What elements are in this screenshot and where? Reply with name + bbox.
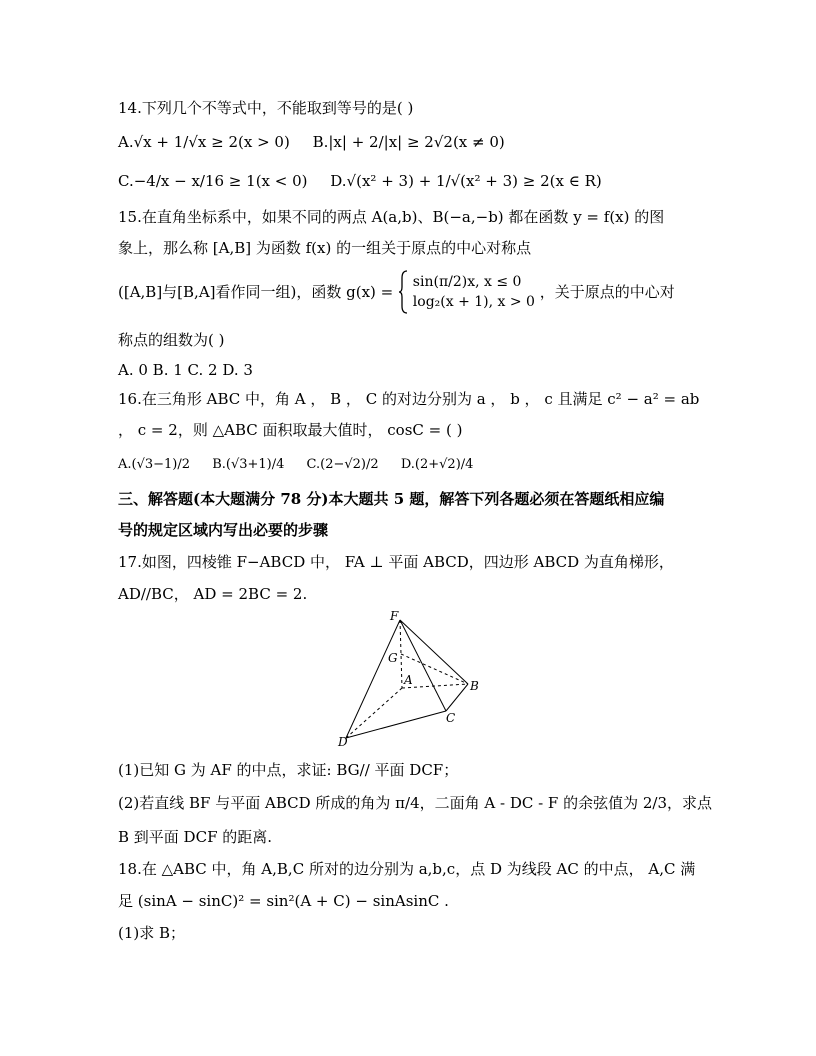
- section3-heading-line2: 号的规定区域内写出必要的步骤: [118, 521, 329, 539]
- piecewise-case-2: log₂(x + 1), x > 0: [412, 294, 535, 310]
- q17-part1: (1)已知 G 为 AF 的中点，求证: BG// 平面 DCF；: [118, 761, 459, 779]
- q15-line2: 象上，那么称 [A,B] 为函数 f(x) 的一组关于原点的中心对称点: [118, 239, 532, 257]
- q16-line2: ， c = 2，则 △ABC 面积取最大值时， cosC = ( ): [118, 421, 463, 439]
- q16-options: [118, 455, 491, 475]
- label-f: F: [390, 609, 399, 623]
- label-c: C: [446, 711, 456, 725]
- q17-part2-line2: B 到平面 DCF 的距离.: [118, 828, 273, 846]
- q14-option-d: D.√(x² + 3) + 1/√(x² + 3) ≥ 2(x ∈ R): [330, 172, 602, 190]
- left-brace-icon: [398, 270, 408, 314]
- q15-line1: 15.在直角坐标系中，如果不同的两点 A(a,b)、B(−a,−b) 都在函数 y = f(x) 的图: [118, 208, 665, 226]
- q18-line2: 足 (sinA − sinC)² = sin²(A + C) − sinAsinC .: [118, 892, 449, 910]
- q17-line2: AD//BC， AD = 2BC = 2.: [118, 585, 308, 603]
- q14-stem: 14.下列几个不等式中，不能取到等号的是( ): [118, 99, 414, 117]
- label-b: B: [470, 679, 479, 693]
- q15-line4: 称点的组数为( ): [118, 331, 225, 349]
- q14-options-row1: [118, 132, 523, 152]
- q18-line1: 18.在 △ABC 中，角 A,B,C 所对的边分别为 a,b,c，点 D 为线段 AC 的中点， A,C 满: [118, 860, 696, 878]
- q16-option-a: A.(√3−1)/2: [118, 457, 191, 472]
- label-g: G: [388, 651, 398, 665]
- pyramid-figure: [330, 608, 490, 752]
- q17-part2-line1: (2)若直线 BF 与平面 ABCD 所成的角为 π/4，二面角 A - DC - F 的余弦值为 2/3，求点: [118, 794, 713, 812]
- q16-option-d: D.(2+√2)/4: [400, 457, 474, 472]
- q16-option-c: C.(2−√2)/2: [306, 457, 379, 472]
- section3-heading-line1: 三、解答题(本大题满分 78 分)本大题共 5 题，解答下列各题必须在答题纸相应编: [118, 490, 665, 508]
- piecewise-function: [398, 270, 535, 314]
- q16-option-b: B.(√3+1)/4: [212, 457, 285, 472]
- pyramid-diagram: [330, 608, 490, 748]
- edge-fd: [346, 620, 400, 738]
- label-a: A: [404, 673, 413, 687]
- piecewise-case-1: sin(π/2)x, x ≤ 0: [412, 274, 522, 290]
- q15-line3-post: ，关于原点的中心对: [539, 283, 675, 301]
- q14-option-a: A.√x + 1/√x ≥ 2(x > 0): [118, 133, 290, 151]
- label-d: D: [338, 735, 348, 748]
- q14-option-c: C.−4/x − x/16 ≥ 1(x < 0): [118, 172, 308, 190]
- q17-line1: 17.如图，四棱锥 F−ABCD 中， FA ⊥ 平面 ABCD，四边形 ABCD 为直角梯形，: [118, 553, 674, 571]
- q14-option-b: B.|x| + 2/|x| ≥ 2√2(x ≠ 0): [312, 133, 505, 151]
- q15-line3: [118, 270, 675, 314]
- q16-line1: 16.在三角形 ABC 中，角 A ， B ， C 的对边分别为 a ， b ， c 且满足 c² − a² = ab: [118, 390, 700, 408]
- q14-options-row2: [118, 171, 620, 191]
- edge-cb: [446, 684, 468, 711]
- q15-options: A. 0 B. 1 C. 2 D. 3: [118, 361, 253, 379]
- q18-part1: (1)求 B；: [118, 924, 186, 942]
- edge-fc: [400, 620, 446, 711]
- q15-line3-pre: ([A,B]与[B,A]看作同一组)，函数 g(x) =: [118, 283, 394, 301]
